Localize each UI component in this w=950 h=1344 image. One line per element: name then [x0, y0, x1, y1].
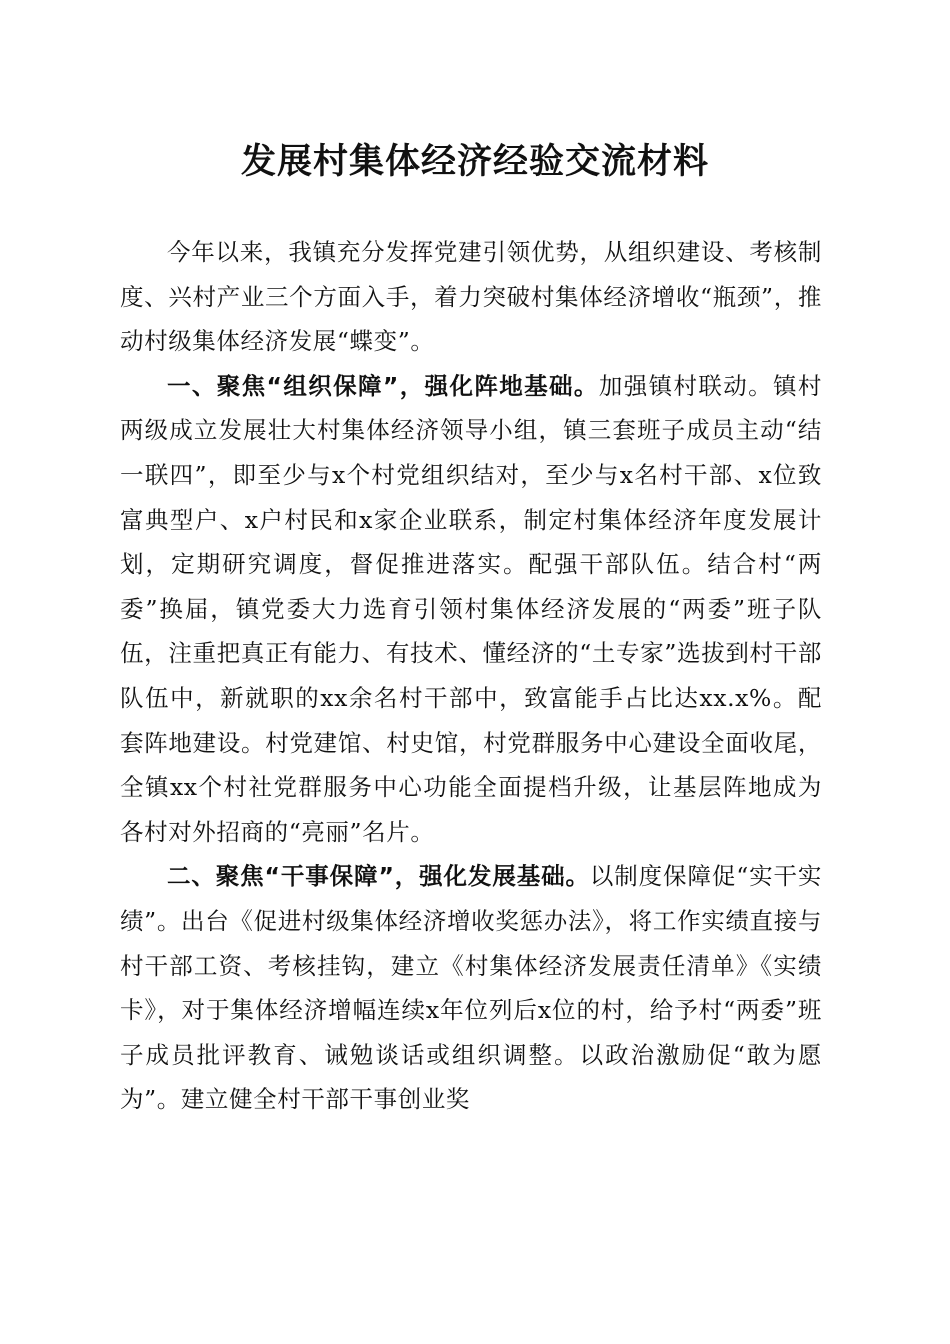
section-2-heading: 二、聚焦“干事保障”，强化发展基础。: [167, 862, 590, 891]
section-1-body: 加强镇村联动。镇村两级成立发展壮大村集体经济领导小组，镇三套班子成员主动“结一联四”，即至少与x个村党组织结对，至少与x名村干部、x位致富典型户、x户村民和x家企业联系，制定村集体经济年度发展计划，定期研究调度，督促推进落实。配强干部队伍。结合村“两委”换届，镇党委大力选育引领村集体经济发展的“两委”班子队伍，注重把真正有能力、有技术、懂经济的“土专家”选拔到村干部队伍中，新就职的xx余名村干部中，致富能手占比达xx.x%。配套阵地建设。村党建馆、村史馆，村党群服务中心建设全面收尾，全镇xx个村社党群服务中心功能全面提档升级，让基层阵地成为各村对外招商的“亮丽”名片。: [120, 371, 822, 846]
section-2-body: 以制度保障促“实干实绩”。出台《促进村级集体经济增收奖惩办法》，将工作实绩直接与村干部工资、考核挂钩，建立《村集体经济发展责任清单》《实绩卡》，对于集体经济增幅连续x年位列后x位的村，给予村“两委”班子成员批评教育、诫勉谈话或组织调整。以政治激励促“敢为愿为”。建立健全村干部干事创业奖: [120, 862, 822, 1114]
section-1-paragraph: [120, 364, 822, 855]
intro-paragraph: 今年以来，我镇充分发挥党建引领优势，从组织建设、考核制度、兴村产业三个方面入手，着力突破村集体经济增收“瓶颈”，推动村级集体经济发展“蝶变”。: [120, 238, 822, 356]
document-body: [120, 230, 822, 1122]
section-2-paragraph: [120, 854, 822, 1122]
document-title: 发展村集体经济经验交流材料: [240, 141, 709, 182]
section-1-heading: 一、聚焦“组织保障”，强化阵地基础。: [167, 371, 599, 400]
